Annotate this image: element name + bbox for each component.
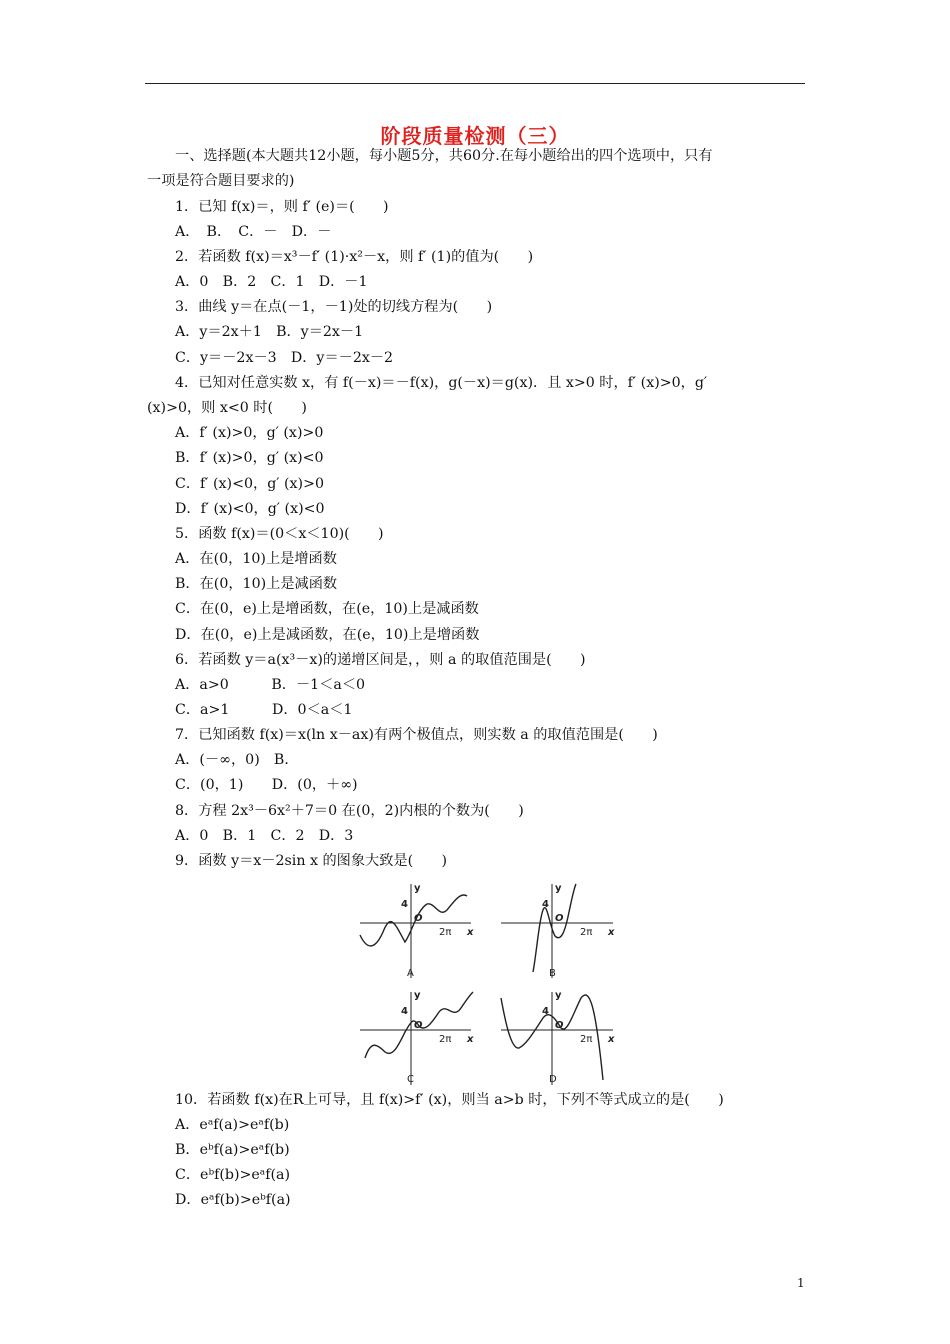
graph-c-caption: C <box>407 1074 414 1085</box>
question-7-options-cd: C．(0，1) D．(0，＋∞) <box>175 777 358 793</box>
question-2: 2．若函数 f(x)＝x³－f′ (1)·x²－x，则 f′ (1)的值为( ) <box>175 249 534 265</box>
graph-b-x-label: x <box>608 927 615 938</box>
section-intro-line-1: 一、选择题(本大题共12小题，每小题5分，共60分.在每小题给出的四个选项中，只有 <box>175 148 713 164</box>
graph-a-caption: A <box>407 968 414 979</box>
graph-b-tick-4: 4 <box>542 899 549 910</box>
graph-d-origin: O <box>555 1020 564 1031</box>
graph-c-tick-2pi: 2π <box>439 1034 452 1045</box>
question-7-options-ab: A．(－∞，0) B． <box>175 752 299 768</box>
graph-a-y-label: y <box>414 883 421 894</box>
question-8-options: A．0 B．1 C．2 D．3 <box>175 828 354 844</box>
graph-c-origin: O <box>414 1020 423 1031</box>
graph-b-origin: O <box>555 913 564 924</box>
page-number: 1 <box>797 1276 805 1290</box>
graph-c-x-label: x <box>467 1034 474 1045</box>
question-6: 6．若函数 y＝a(x³－x)的递增区间是，，则 a 的取值范围是( ) <box>175 652 586 668</box>
question-10-option-a: A．eᵃf(a)>eᵃf(b) <box>175 1117 290 1133</box>
graph-c-tick-4: 4 <box>401 1006 408 1017</box>
question-6-options-ab: A．a>0 B．－1＜a＜0 <box>175 677 366 693</box>
question-4-option-d: D．f′ (x)<0，g′ (x)<0 <box>175 501 325 517</box>
question-4-option-a: A．f′ (x)>0，g′ (x)>0 <box>175 425 324 441</box>
question-5-option-d: D．在(0，e)上是减函数，在(e，10)上是增函数 <box>175 627 480 643</box>
question-3-options-ab: A．y＝2x＋1 B．y＝2x－1 <box>175 324 364 340</box>
question-5-option-c: C．在(0，e)上是增函数，在(e，10)上是减函数 <box>175 601 479 617</box>
question-2-options: A．0 B．2 C．1 D．－1 <box>175 274 368 290</box>
graph-a-origin: O <box>414 913 423 924</box>
question-10: 10．若函数 f(x)在R上可导，且 f(x)>f′ (x)，则当 a>b 时，下列不等式成立的是( ) <box>175 1092 724 1108</box>
section-intro-line-2: 一项是符合题目要求的) <box>147 173 295 189</box>
graph-a-tick-2pi: 2π <box>439 927 452 938</box>
graph-d-y-label: y <box>555 990 562 1001</box>
question-4-line-2: (x)>0，则 x<0 时( ) <box>147 400 307 416</box>
question-1: 1．已知 f(x)＝，则 f′ (e)＝( ) <box>175 199 389 215</box>
question-4-option-c: C．f′ (x)<0，g′ (x)>0 <box>175 476 324 492</box>
graph-a-x-label: x <box>467 927 474 938</box>
graph-b-y-label: y <box>555 883 562 894</box>
question-3-options-cd: C．y＝－2x－3 D．y＝－2x－2 <box>175 350 394 366</box>
question-4-option-b: B．f′ (x)>0，g′ (x)<0 <box>175 450 324 466</box>
header-rule <box>145 83 805 84</box>
graph-c-y-label: y <box>414 990 421 1001</box>
question-5-option-a: A．在(0，10)上是增函数 <box>175 551 337 567</box>
question-3: 3．曲线 y＝在点(－1，－1)处的切线方程为( ) <box>175 299 493 315</box>
question-10-option-c: C．eᵇf(b)>eᵃf(a) <box>175 1167 291 1183</box>
question-9-graphs <box>355 880 625 1094</box>
question-8: 8．方程 2x³－6x²＋7＝0 在(0，2)内根的个数为( ) <box>175 803 524 819</box>
question-5-option-b: B．在(0，10)上是减函数 <box>175 576 338 592</box>
graph-figure <box>355 880 625 1090</box>
question-4-line-1: 4．已知对任意实数 x，有 f(－x)＝－f(x)，g(－x)＝g(x)．且 x>0 时，f′ (x)>0，g′ <box>175 375 708 391</box>
question-9: 9．函数 y＝x－2sin x 的图象大致是( ) <box>175 853 448 869</box>
page-title: 阶段质量检测（三） <box>380 124 570 148</box>
graph-b-caption: B <box>549 968 556 979</box>
graph-d-caption: D <box>549 1074 557 1085</box>
question-7: 7．已知函数 f(x)＝x(ln x－ax)有两个极值点，则实数 a 的取值范围是( ) <box>175 727 658 743</box>
graph-d-tick-4: 4 <box>542 1006 549 1017</box>
question-10-option-b: B．eᵇf(a)>eᵃf(b) <box>175 1142 290 1158</box>
question-10-option-d: D．eᵃf(b)>eᵇf(a) <box>175 1192 291 1208</box>
question-6-options-cd: C．a>1 D．0＜a＜1 <box>175 702 353 718</box>
question-5: 5．函数 f(x)＝(0＜x＜10)( ) <box>175 526 384 542</box>
graph-d-x-label: x <box>608 1034 615 1045</box>
graph-a-tick-4: 4 <box>401 899 408 910</box>
question-1-options: A． B． C．－ D．－ <box>175 224 332 240</box>
graph-d-tick-2pi: 2π <box>580 1034 593 1045</box>
graph-b-tick-2pi: 2π <box>580 927 593 938</box>
